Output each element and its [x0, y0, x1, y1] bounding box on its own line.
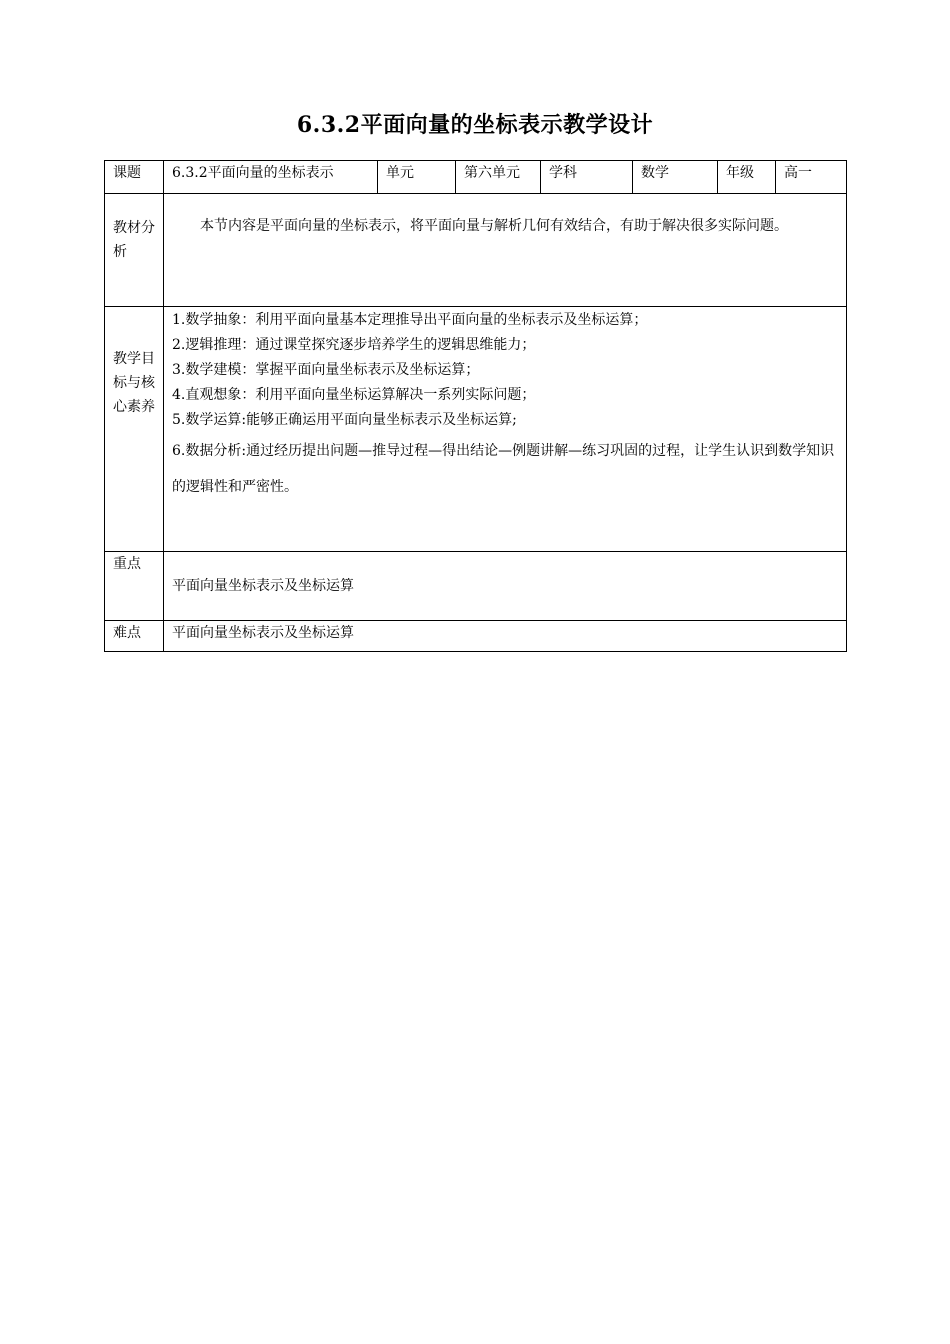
topic-value: 6.3.2平面向量的坐标表示: [164, 161, 378, 194]
analysis-label: 教材分析: [113, 220, 155, 260]
goal-item: 3.数学建模：掌握平面向量坐标表示及坐标运算；: [172, 362, 480, 378]
document-title: 6.3.2平面向量的坐标表示教学设计: [296, 112, 654, 138]
unit-value: 第六单元: [456, 161, 541, 194]
goal-item: 4.直观想象：利用平面向量坐标运算解决一系列实际问题；: [172, 387, 536, 403]
goal-item: 2.逻辑推理：通过课堂探究逐步培养学生的逻辑思维能力；: [172, 337, 536, 353]
topic-label: 课题: [105, 161, 164, 194]
analysis-label-cell: [105, 194, 164, 307]
key-point-row: [105, 552, 847, 621]
goal-item: 1.数学抽象：利用平面向量基本定理推导出平面向量的坐标表示及坐标运算；: [172, 312, 648, 328]
subject-label: 学科: [541, 161, 633, 194]
analysis-text: 本节内容是平面向量的坐标表示，将平面向量与解析几何有效结合，有助于解决很多实际问题。: [200, 218, 788, 234]
goal-item: 6.数据分析:通过经历提出问题—推导过程—得出结论—例题讲解—练习巩固的过程，让学生认识到数学知识的逻辑性和严密性。: [172, 443, 835, 495]
key-point-label: 重点: [105, 552, 164, 621]
key-point-text: 平面向量坐标表示及坐标运算: [164, 552, 847, 621]
difficulty-text: 平面向量坐标表示及坐标运算: [164, 621, 847, 652]
goals-label-cell: [105, 307, 164, 552]
unit-label: 单元: [378, 161, 456, 194]
grade-value: 高一: [776, 161, 847, 194]
subject-value: 数学: [633, 161, 718, 194]
difficulty-row: [105, 621, 847, 652]
goals-content: [164, 307, 847, 552]
goals-row: [105, 307, 847, 552]
header-row: [105, 161, 847, 194]
difficulty-label: 难点: [105, 621, 164, 652]
analysis-row: [105, 194, 847, 307]
grade-label: 年级: [718, 161, 776, 194]
analysis-content: [164, 194, 847, 307]
goal-item: 5.数学运算:能够正确运用平面向量坐标表示及坐标运算;: [172, 412, 517, 428]
goals-label: 教学目标与核心素养: [113, 351, 155, 415]
lesson-plan-table: [104, 160, 847, 652]
